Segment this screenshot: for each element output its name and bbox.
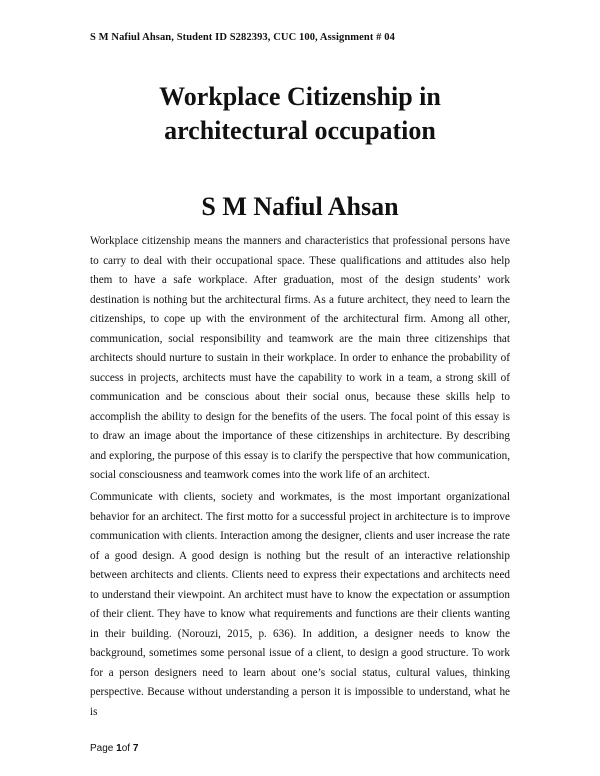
author-name: S M Nafiul Ahsan [201, 192, 399, 221]
body-paragraph-1: Workplace citizenship means the manners and characteristics that professional persons have to carry to deal with their occupational space. These qualifications and attitudes also help them to have a safe workplace. After graduation, most of the design students’ work destination is nothing but the architectural firms. As a future architect, they need to learn the citizenships, to cope up with the environment of the architectural firm. Among all other, communication, social responsibility and teamwork are the main three citizenships that architects should nurture to sustain in their workplace. In order to enhance the probability of success in projects, architects must have the capability to work in a team, a strong skill of communication and be conscious about their social onus, because these skills help to accomplish the ability to design for the benefits of the users. The focal point of this essay is to draw an image about the importance of these citizenships in architecture. By describing and exploring, the purpose of this essay is to clarify the perspective that how communication, social consciousness and teamwork comes into the work life of an architect. [90, 235, 510, 481]
page-label: Page [90, 743, 114, 754]
body-paragraph-2: Communicate with clients, society and workmates, is the most important organizational behavior for an architect. The first motto for a successful project in architecture is to improve communication with clients. Interaction among the designer, clients and user increase the rate of a good design. A good design is nothing but the result of an interactive relationship between architects and clients. Clients need to express their expectations and architects need to understand their viewpoint. An architect must have to know the expectation or assumption of their client. They have to know what requirements and functions are their clients wanting in their building. (Norouzi, 2015, p. 636). In addition, a designer needs to know the background, sometimes some personal issue of a client, to design a good structure. To work for a person designers need to learn about one’s social status, cultural values, thinking perspective. Because without understanding a person it is impossible to understand, what he is [90, 491, 510, 718]
page-number: 1 [116, 743, 122, 754]
title-line-2: architectural occupation [164, 116, 436, 145]
running-header: S M Nafiul Ahsan, Student ID S282393, CUC 100, Assignment # 04 [90, 32, 395, 43]
page-footer [90, 743, 138, 754]
document-title [80, 80, 520, 148]
total-pages: 7 [132, 743, 139, 754]
of-label: of [121, 743, 131, 754]
title-line-1: Workplace Citizenship in [159, 82, 441, 111]
